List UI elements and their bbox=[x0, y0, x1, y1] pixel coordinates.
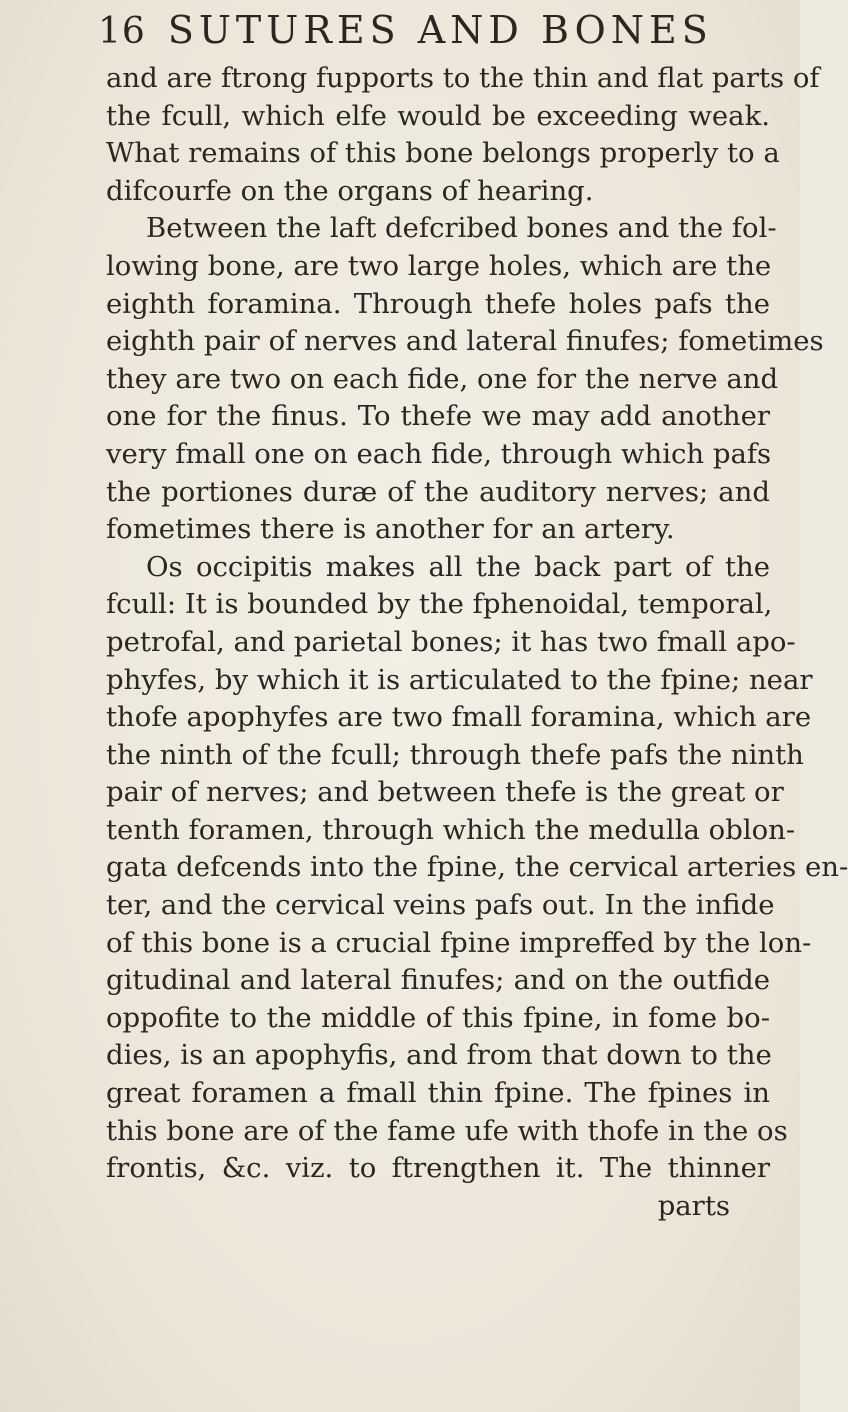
catchword: parts bbox=[657, 1189, 730, 1222]
text-line: oppofite to the middle of this fpine, in fome bo- bbox=[106, 1001, 770, 1034]
text-line: fcull: It is bounded by the fphenoidal, temporal, bbox=[106, 588, 773, 621]
text-line: frontis, &c. viz. to ftrengthen it. The thinner bbox=[106, 1152, 770, 1185]
body-text bbox=[106, 60, 848, 1225]
text-line: gata defcends into the fpine, the cervical arteries en- bbox=[106, 851, 848, 884]
text-line: pair of nerves; and between thefe is the great or bbox=[106, 776, 784, 809]
text-line: tenth foramen, through which the medulla oblon- bbox=[106, 813, 796, 846]
page-number: 16 bbox=[98, 11, 146, 52]
text-line: the fcull, which elfe would be exceeding weak. bbox=[106, 99, 770, 132]
text-line: the ninth of the fcull; through thefe pafs the ninth bbox=[106, 738, 804, 771]
text-line: thofe apophyfes are two fmall foramina, which are bbox=[106, 701, 812, 734]
text-line: eighth foramina. Through thefe holes pafs the bbox=[106, 287, 770, 320]
text-line: the portiones duræ of the auditory nerves; and bbox=[106, 475, 770, 508]
text-line: fometimes there is another for an artery. bbox=[106, 513, 675, 546]
text-line: great foramen a fmall thin fpine. The fpines in bbox=[106, 1077, 770, 1110]
text-line: Os occipitis makes all the back part of the bbox=[146, 550, 770, 583]
running-head: SUTURES AND BONES bbox=[167, 8, 713, 52]
text-line: petrofal, and parietal bones; it has two fmall apo- bbox=[106, 625, 796, 658]
text-line: gitudinal and lateral finufes; and on the outfide bbox=[106, 964, 770, 997]
text-line: eighth pair of nerves and lateral finufes; fometimes bbox=[106, 325, 824, 358]
text-line: very fmall one on each fide, through which pafs bbox=[106, 437, 772, 470]
text-line: and are ftrong fupports to the thin and flat parts of bbox=[106, 62, 820, 94]
text-line: they are two on each fide, one for the nerve and bbox=[106, 362, 779, 395]
text-line: of this bone is a crucial fpine impreffed by the lon- bbox=[106, 926, 812, 959]
text-line: this bone are of the fame ufe with thofe in the os bbox=[106, 1114, 788, 1147]
text-line: phyfes, by which it is articulated to the fpine; near bbox=[106, 663, 813, 696]
text-line: lowing bone, are two large holes, which are the bbox=[106, 249, 772, 282]
text-line: ter, and the cervical veins pafs out. In the infide bbox=[106, 889, 775, 922]
text-line: dies, is an apophyfis, and from that down to the bbox=[106, 1039, 772, 1072]
text-line: What remains of this bone belongs properly to a bbox=[106, 137, 780, 170]
text-line: difcourfe on the organs of hearing. bbox=[106, 174, 594, 207]
page-header bbox=[98, 8, 738, 66]
text-line: one for the finus. To thefe we may add another bbox=[106, 400, 770, 433]
text-line: Between the laft defcribed bones and the fol- bbox=[146, 212, 777, 245]
